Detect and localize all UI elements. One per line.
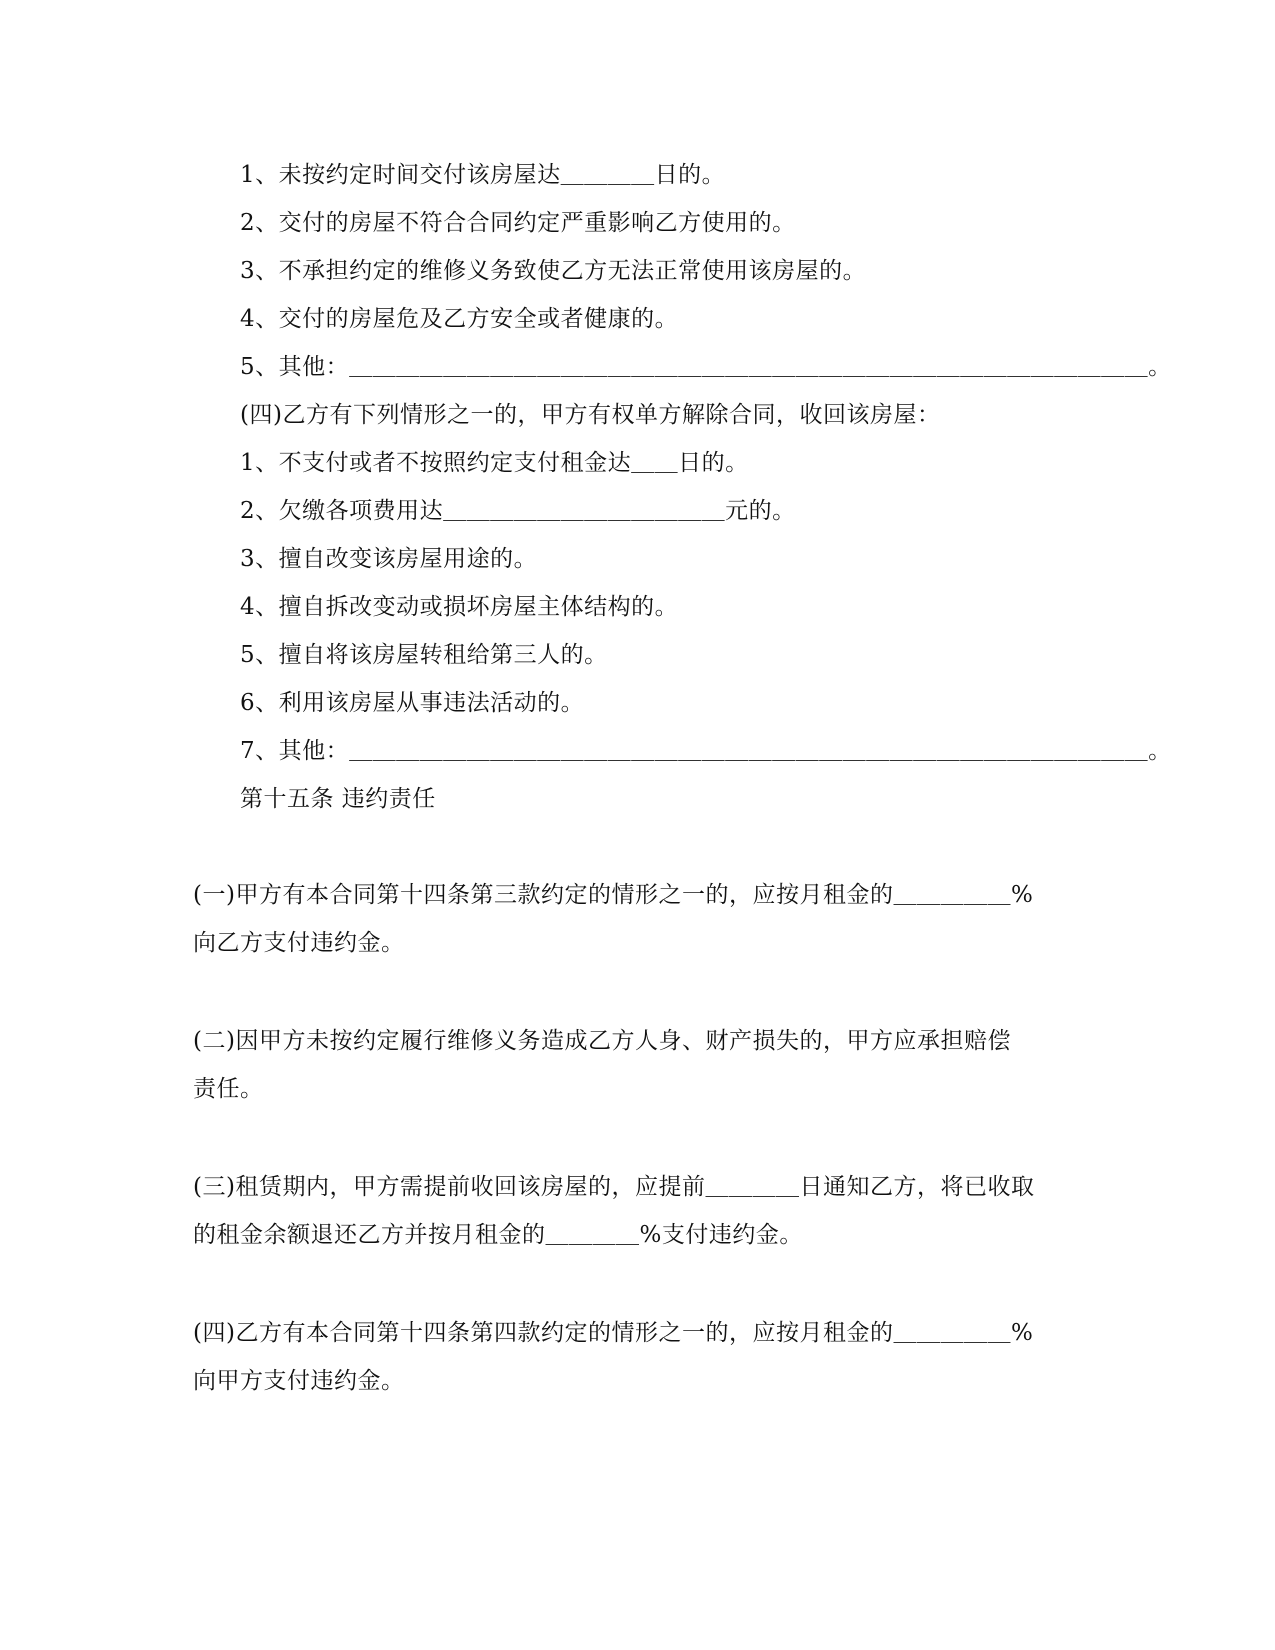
- list-item: 4、交付的房屋危及乙方安全或者健康的。: [240, 306, 679, 332]
- list-item: 6、利用该房屋从事违法活动的。: [240, 690, 585, 716]
- clause-line: (三)租赁期内，甲方需提前收回该房屋的，应提前＿＿＿＿日通知乙方，将已收取: [193, 1174, 1035, 1200]
- list-item: 7、其他：＿＿＿＿＿＿＿＿＿＿＿＿＿＿＿＿＿＿＿＿＿＿＿＿＿＿＿＿＿＿＿＿＿＿。: [240, 738, 1172, 764]
- section-heading: (四)乙方有下列情形之一的，甲方有权单方解除合同，收回该房屋：: [240, 402, 941, 428]
- list-item: 3、擅自改变该房屋用途的。: [240, 546, 538, 572]
- clause-line: (四)乙方有本合同第十四条第四款约定的情形之一的，应按月租金的＿＿＿＿＿%: [193, 1320, 1034, 1346]
- list-item: 1、未按约定时间交付该房屋达＿＿＿＿日的。: [240, 162, 726, 188]
- list-item: 4、擅自拆改变动或损坏房屋主体结构的。: [240, 594, 679, 620]
- clause-line: (一)甲方有本合同第十四条第三款约定的情形之一的，应按月租金的＿＿＿＿＿%: [193, 882, 1034, 908]
- list-item: 5、擅自将该房屋转租给第三人的。: [240, 642, 608, 668]
- clause-line: 向乙方支付违约金。: [193, 930, 405, 956]
- list-item: 3、不承担约定的维修义务致使乙方无法正常使用该房屋的。: [240, 258, 867, 284]
- clause-line: (二)因甲方未按约定履行维修义务造成乙方人身、财产损失的，甲方应承担赔偿: [193, 1028, 1011, 1054]
- list-item: 2、交付的房屋不符合合同约定严重影响乙方使用的。: [240, 210, 796, 236]
- article-title: 第十五条 违约责任: [240, 786, 436, 812]
- list-item: 2、欠缴各项费用达＿＿＿＿＿＿＿＿＿＿＿＿元的。: [240, 498, 796, 524]
- clause-line: 向甲方支付违约金。: [193, 1368, 405, 1394]
- clause-line: 的租金余额退还乙方并按月租金的＿＿＿＿%支付违约金。: [193, 1222, 803, 1248]
- list-item: 1、不支付或者不按照约定支付租金达＿＿日的。: [240, 450, 749, 476]
- list-item: 5、其他：＿＿＿＿＿＿＿＿＿＿＿＿＿＿＿＿＿＿＿＿＿＿＿＿＿＿＿＿＿＿＿＿＿＿。: [240, 354, 1172, 380]
- clause-line: 责任。: [193, 1076, 264, 1102]
